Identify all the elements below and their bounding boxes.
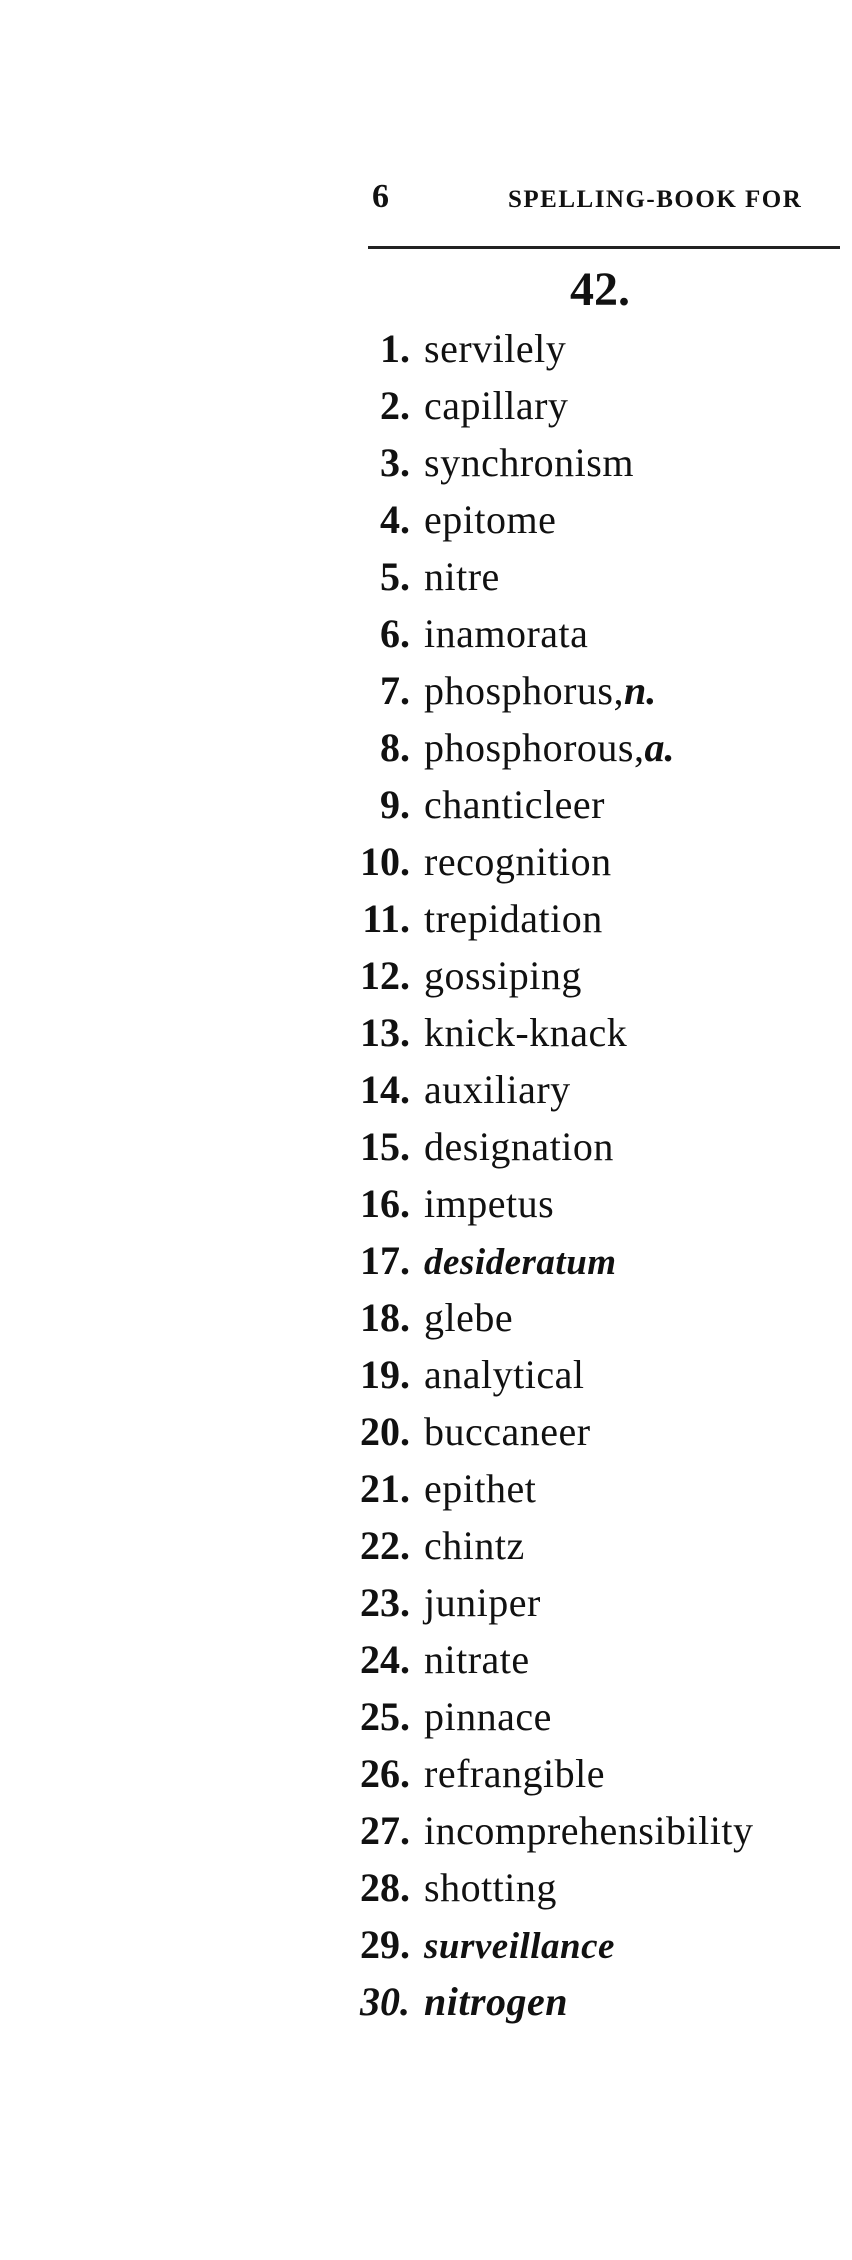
list-item [300, 947, 753, 1004]
list-item [300, 1688, 753, 1745]
word-number: 17. [360, 1238, 410, 1283]
list-item [300, 1859, 753, 1916]
word-number: 23. [360, 1580, 410, 1625]
word-text: nitrogen [424, 1979, 569, 2024]
word-number: 4. [380, 497, 410, 542]
word-number: 10. [360, 839, 410, 884]
list-item [300, 491, 753, 548]
list-item [300, 1574, 753, 1631]
part-of-speech-tag: a. [644, 725, 675, 770]
word-number: 28. [360, 1865, 410, 1910]
word-text: impetus [424, 1181, 555, 1226]
word-number: 19. [360, 1352, 410, 1397]
list-item [300, 1745, 753, 1802]
list-item [300, 776, 753, 833]
word-text: recognition [424, 839, 612, 884]
word-text: phosphorus, [424, 668, 624, 713]
word-text: inamorata [424, 611, 589, 656]
word-text: designation [424, 1124, 614, 1169]
list-item [300, 1118, 753, 1175]
word-text: juniper [424, 1580, 541, 1625]
list-item [300, 320, 753, 377]
word-text: epithet [424, 1466, 537, 1511]
list-item [300, 377, 753, 434]
word-text: glebe [424, 1295, 514, 1340]
word-text: chintz [424, 1523, 525, 1568]
list-item [300, 1631, 753, 1688]
list-item [300, 1403, 753, 1460]
word-number: 11. [362, 896, 410, 941]
spelling-word-list [300, 320, 753, 2030]
word-number: 8. [380, 725, 410, 770]
part-of-speech-tag: n. [623, 668, 657, 713]
word-text: gossiping [424, 953, 582, 998]
word-number: 6. [380, 611, 410, 656]
list-item [300, 1061, 753, 1118]
word-number: 5. [380, 554, 410, 599]
list-item [300, 1346, 753, 1403]
word-number: 29. [360, 1922, 410, 1967]
list-item [300, 1802, 753, 1859]
word-text: pinnace [424, 1694, 552, 1739]
list-item [300, 662, 753, 719]
page-header [368, 178, 838, 218]
running-title: SPELLING-BOOK FOR [508, 186, 803, 213]
list-item [300, 1916, 753, 1973]
list-item [300, 548, 753, 605]
word-text: synchronism [424, 440, 634, 485]
word-number: 20. [360, 1409, 410, 1454]
list-item [300, 719, 753, 776]
word-text: nitrate [424, 1637, 530, 1682]
list-item [300, 1517, 753, 1574]
header-rule [368, 246, 840, 249]
word-number: 26. [360, 1751, 410, 1796]
word-number: 1. [380, 326, 410, 371]
word-text: chanticleer [424, 782, 605, 827]
list-item [300, 1232, 753, 1289]
word-number: 15. [360, 1124, 410, 1169]
word-text: phosphorous, [424, 725, 645, 770]
word-number: 22. [360, 1523, 410, 1568]
list-item [300, 890, 753, 947]
word-text: knick-knack [424, 1010, 628, 1055]
word-number: 16. [360, 1181, 410, 1226]
word-number: 3. [380, 440, 410, 485]
lesson-number: 42. [570, 263, 630, 316]
word-text: shotting [424, 1865, 557, 1910]
word-text: buccaneer [424, 1409, 591, 1454]
word-number: 24. [360, 1637, 410, 1682]
word-text: nitre [424, 554, 500, 599]
list-item [300, 833, 753, 890]
word-number: 21. [360, 1466, 410, 1511]
list-item [300, 1004, 753, 1061]
word-text: desideratum [424, 1242, 617, 1283]
word-number: 7. [380, 668, 410, 713]
list-item [300, 1289, 753, 1346]
page-number: 6 [372, 178, 389, 215]
word-number: 27. [360, 1808, 410, 1853]
word-text: epitome [424, 497, 557, 542]
word-number: 12. [360, 953, 410, 998]
word-text: capillary [424, 383, 569, 428]
word-number: 13. [360, 1010, 410, 1055]
list-item [300, 605, 753, 662]
word-text: incomprehensibility [424, 1808, 754, 1853]
word-number: 25. [360, 1694, 410, 1739]
word-text: auxiliary [424, 1067, 571, 1112]
word-number: 18. [360, 1295, 410, 1340]
word-number: 9. [380, 782, 410, 827]
word-number: 2. [380, 383, 410, 428]
list-item [300, 434, 753, 491]
word-text: surveillance [424, 1926, 615, 1967]
word-text: trepidation [424, 896, 603, 941]
list-item [300, 1460, 753, 1517]
word-number: 14. [360, 1067, 410, 1112]
list-item [300, 1973, 753, 2030]
word-text: servilely [424, 326, 567, 371]
word-number: 30. [360, 1979, 410, 2024]
list-item [300, 1175, 753, 1232]
word-text: analytical [424, 1352, 585, 1397]
word-text: refrangible [424, 1751, 605, 1796]
